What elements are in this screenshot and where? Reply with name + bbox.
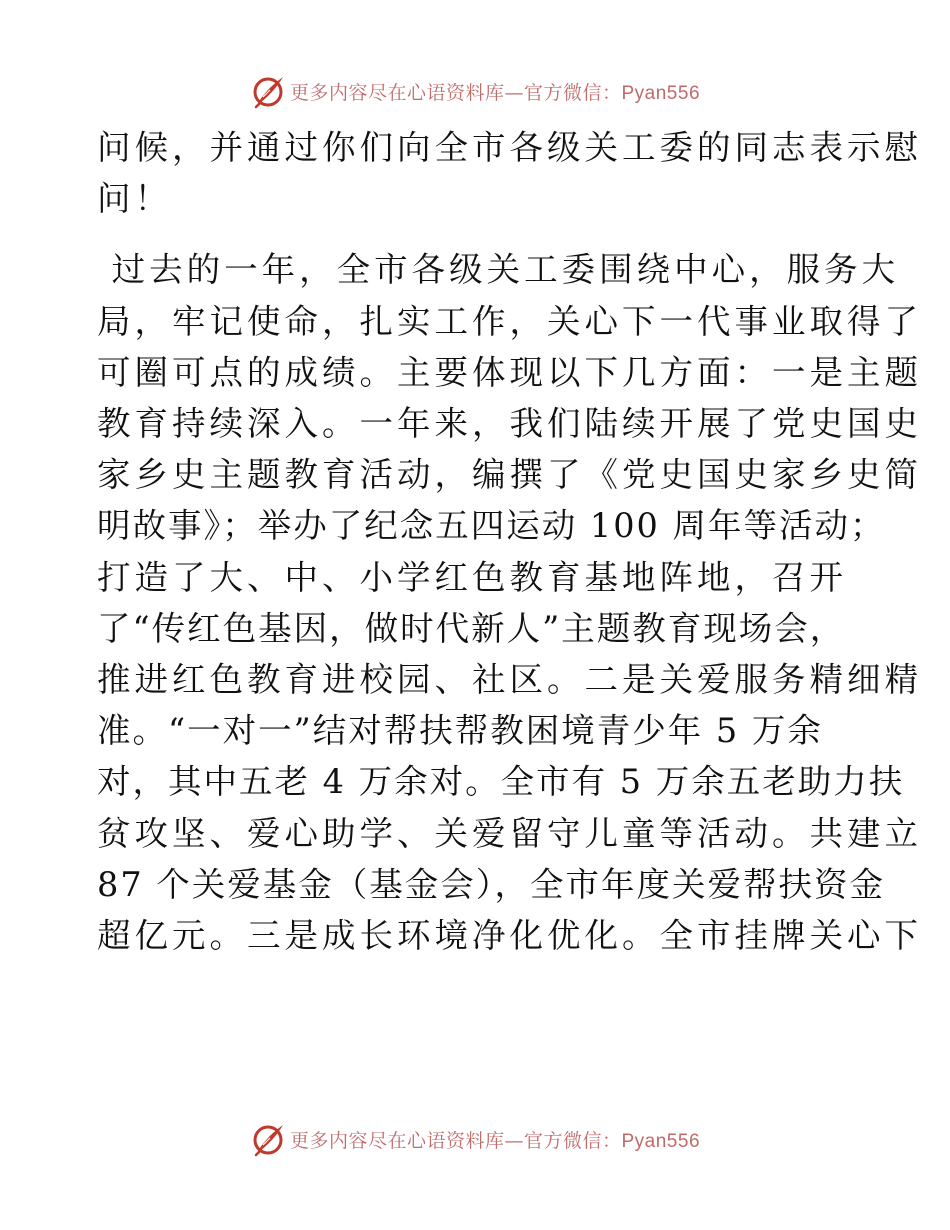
paragraph-line: 明故事》；举办了纪念五四运动 100 周年等活动； [97,506,886,546]
paragraph-line: 推进红色教育进校园、社区。二是关爱服务精细精 [97,660,922,700]
paragraph-line: 贫攻坚、爱心助学、关爱留守儿童等活动。共建立 [97,813,922,853]
paragraph-line: 打造了大、中、小学红色教育基地阵地，召开 [97,557,847,597]
feather-pen-logo-icon [250,1121,286,1157]
paragraph-line: 准。“一对一”结对帮扶帮教困境青少年 5 万余 [97,711,823,751]
header-banner [0,71,950,111]
paragraph-line: 对，其中五老 4 万余对。全市有 5 万余五老助力扶 [97,762,905,802]
footer-banner-text [290,1126,700,1153]
paragraph-line: 过去的一年，全市各级关工委围绕中心，服务大 [97,250,900,290]
header-banner-title: 更多内容尽在心语资料库 [289,81,505,104]
feather-pen-logo-icon [250,73,286,109]
paragraph-line: 问候，并通过你们向全市各级关工委的同志表示慰 [97,128,922,167]
header-banner-wechat-id: Pyan556 [621,82,701,104]
header-banner-label: 官方微信： [523,81,622,104]
paragraph-line: 了“传红色基因，做时代新人”主题教育现场会， [97,608,846,648]
paragraph-line: 局，牢记使命，扎实工作，关心下一代事业取得了 [97,301,922,341]
footer-banner-wechat-id: Pyan556 [621,1130,701,1152]
paragraph-line: 超亿元。三是成长环境净化优化。全市挂牌关心下 [97,916,922,956]
header-banner-inner [250,73,700,109]
paragraph-line: 家乡史主题教育活动，编撰了《党史国史家乡史简 [97,455,922,495]
footer-banner-title: 更多内容尽在心语资料库 [289,1129,505,1152]
header-banner-text [290,78,700,105]
document-body [97,122,922,961]
footer-banner-inner [250,1121,700,1157]
paragraph-line: 问！ [97,179,172,219]
paragraph-line: 87 个关爱基金（基金会），全市年度关爱帮扶资金 [97,864,886,904]
paragraph-line: 可圈可点的成绩。主要体现以下几方面：一是主题 [97,352,922,392]
paragraph-1 [97,122,922,224]
footer-banner-label: 官方微信： [523,1129,622,1152]
paragraph-2 [97,244,922,961]
footer-banner [0,1119,950,1159]
header-banner-dash: — [504,81,524,104]
paragraph-line: 教育持续深入。一年来，我们陆续开展了党史国史 [97,404,922,444]
footer-banner-dash: — [504,1129,524,1152]
